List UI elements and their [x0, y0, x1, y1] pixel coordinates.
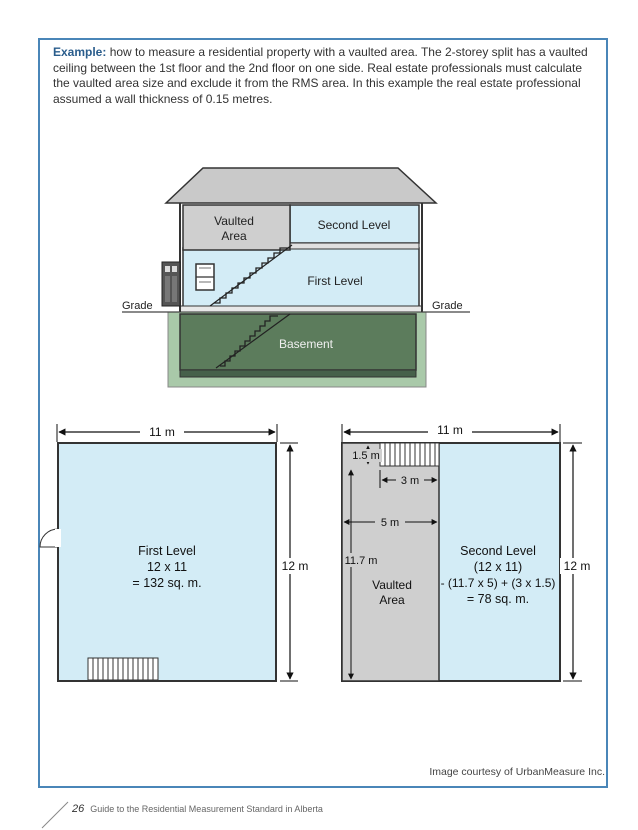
first-plan-title: First Level: [138, 544, 196, 558]
dim-3-label: 3 m: [400, 475, 420, 487]
grade-label-left: Grade: [122, 300, 153, 312]
vaulted-plan-label-line2: Area: [379, 593, 405, 607]
footer-title: Guide to the Residential Measurement Standard in Alberta: [90, 804, 323, 814]
first-plan-stairs: [88, 658, 158, 680]
image-credit: Image courtesy of UrbanMeasure Inc.: [429, 766, 605, 778]
second-level-plan: [342, 423, 594, 681]
dim-11-7-label: 11.7 m: [344, 555, 378, 567]
page-footer: [72, 803, 323, 815]
second-plan-formula: (12 x 11): [473, 560, 523, 574]
first-plan-formula: 12 x 11: [146, 560, 188, 574]
second-height-label: 12 m: [563, 559, 591, 573]
example-text: how to measure a residential property with a vaulted area. The 2-storey split has a vaulted ceiling between the 1st floor and the 2nd floor on one side. Real estate professionals must calculate the vaulted area size and exclude it from the RMS area. In this example the real estate professional assumed a wall thickness of 0.15 metres.: [53, 45, 588, 106]
first-plan-result: = 132 sq. m.: [132, 576, 202, 590]
second-width-label: 11 m: [437, 423, 463, 437]
example-label: Example:: [53, 45, 107, 59]
second-plan-subtract: - (11.7 x 5) + (3 x 1.5): [440, 576, 556, 590]
first-width-label: 11 m: [149, 425, 175, 439]
second-plan-title: Second Level: [460, 544, 536, 558]
first-level-plan: [40, 424, 313, 681]
first-level-label: First Level: [307, 274, 363, 288]
second-level-label: Second Level: [317, 218, 391, 232]
vaulted-label-line1: Vaulted: [214, 214, 254, 228]
grade-label-right: Grade: [432, 300, 463, 312]
dim-1-5-label: 1.5 m: [352, 450, 380, 462]
basement-label: Basement: [278, 337, 334, 351]
second-plan-result: = 78 sq. m.: [466, 592, 530, 606]
vaulted-label-line2: Area: [221, 229, 247, 243]
dim-5-label: 5 m: [380, 517, 400, 529]
vaulted-plan-label-line1: Vaulted: [372, 578, 412, 592]
first-height-label: 12 m: [281, 559, 309, 573]
second-plan-stairs: [380, 443, 439, 466]
page-number: 26: [72, 803, 85, 815]
